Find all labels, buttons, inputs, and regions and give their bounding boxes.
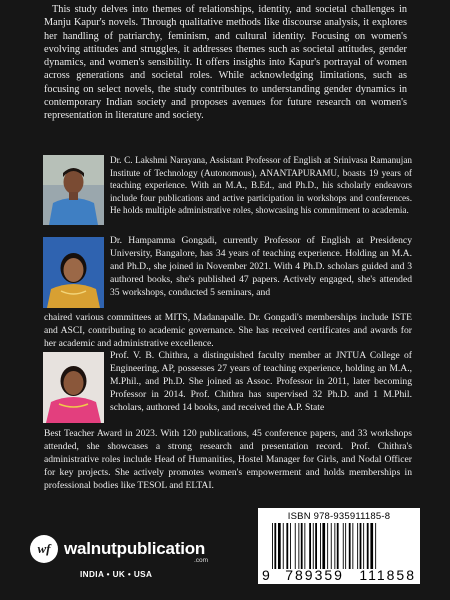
barcode-bars — [264, 523, 414, 569]
isbn-digits — [262, 567, 416, 583]
author-bio-lakshmi-narayana: Dr. C. Lakshmi Narayana, Assistant Professor of English at Srinivasa Ramanujan Institute of Technology (Autonomous), ANANTAPURAMU, boasts 19 years of teaching experience. With an M.A., B.Ed., and Ph.D., his scholarly endeavors include four publications and active participation in workshops and conferences. He holds multiple administrative roles, showcasing his commitment to academia. — [110, 155, 412, 216]
author-bio-chithra: Prof. V. B. Chithra, a distinguished faculty member at JNTUA College of Engineering, AP, possesses 27 years of teaching experience, holding an M.A., M.Phil., and Ph.D. She joined as Assoc. Professor in 2011, later becoming Professor in 2014. Prof. Chithra has supervised 32 Ph.D. and 1 M.Phil. scholars, authored 14 books, and received the A.P. State — [110, 350, 412, 413]
walnut-logo-icon — [30, 535, 58, 563]
isbn-digit-group-2: 789359 — [285, 567, 344, 583]
isbn-label: ISBN 978-935911185-8 — [287, 511, 391, 522]
author-photo-hampamma-gongadi — [43, 237, 104, 308]
author-bio-hampamma-gongadi-continued: chaired various committees at MITS, Madanapalle. Dr. Gongadi's memberships include ISTE and ASCI, contributing to academic governance. She has received certificates and awards for her academic and administrative excellence. — [44, 312, 412, 349]
isbn-digit-group-3: 111858 — [359, 567, 416, 583]
isbn-digit-group-1: 9 — [262, 567, 270, 583]
author-photo-lakshmi-narayana — [43, 155, 104, 225]
author-bio-hampamma-gongadi: Dr. Hampamma Gongadi, currently Professor of English at Presidency University, Bangalore, has 34 years of teaching experience. Holding an M.A. and Ph.D., she joined in November 2021. With 4 Ph.D. scholars guided and 3 authored books, she's published 47 papers. Actively engaged, she's attended 35 workshops, conducted 5 seminars, and — [110, 235, 412, 298]
isbn-barcode — [258, 508, 420, 584]
author-photo-chithra — [43, 352, 104, 423]
publisher-locations: INDIA • UK • USA — [80, 570, 153, 579]
publisher-logo — [30, 535, 205, 563]
logo-glyph: wf — [37, 541, 51, 556]
back-cover-abstract: This study delves into themes of relationships, identity, and societal challenges in Manju Kapur's novels. Through qualitative methods like discourse analysis, it explores her handling of patriarchy, feminism, and cultural identity. Focusing on women's evolving attitudes and struggles, it addresses themes such as societal attitudes, gender dynamics, and women's sensibility. It offers insights into Kapur's portrayal of women across generations and societal roles. While acknowledging limitations, such as focusing on select novels, the study contributes to understanding gender dynamics in contemporary Indian society and proposes avenues for future research on women's representation in literature and society. — [44, 4, 407, 122]
author-bio-chithra-continued: Best Teacher Award in 2023. With 120 publications, 45 conference papers, and 33 workshops attended, she showcases a strong research and presentation record. Prof. Chithra's administrative roles include Head of Humanities, Hostel Manager for Girls, and Nodal Officer for key projects. She actively promotes women's empowerment and holds memberships in professional bodies like TESOL and ELTAI. — [44, 428, 412, 491]
publisher-domain: .com — [194, 557, 209, 564]
publisher-name: walnutpublication — [64, 539, 206, 558]
